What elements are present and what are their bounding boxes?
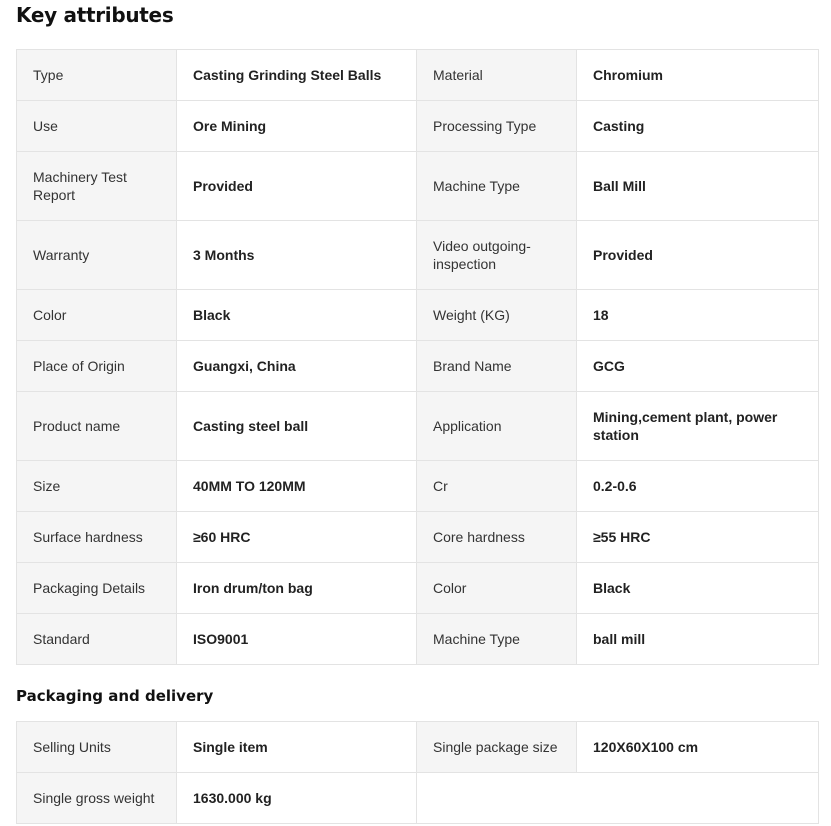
- attribute-row: [17, 512, 819, 563]
- attribute-row: [17, 341, 819, 392]
- attribute-value: 1630.000 kg: [177, 773, 417, 824]
- attribute-key: Use: [17, 101, 177, 152]
- attribute-value: Provided: [177, 152, 417, 221]
- key-attributes-heading: Key attributes: [16, 3, 174, 27]
- attribute-value: 0.2-0.6: [577, 461, 819, 512]
- attribute-key: Core hardness: [417, 512, 577, 563]
- attribute-value: 3 Months: [177, 221, 417, 290]
- attribute-value: ISO9001: [177, 614, 417, 665]
- attribute-value: GCG: [577, 341, 819, 392]
- attribute-value: 40MM TO 120MM: [177, 461, 417, 512]
- empty-cell: [417, 773, 819, 824]
- attribute-value: Guangxi, China: [177, 341, 417, 392]
- attribute-key: Application: [417, 392, 577, 461]
- attribute-key: Product name: [17, 392, 177, 461]
- attribute-key: Weight (KG): [417, 290, 577, 341]
- attribute-value: 18: [577, 290, 819, 341]
- attribute-value: Mining,cement plant, power station: [577, 392, 819, 461]
- attribute-value: Casting Grinding Steel Balls: [177, 50, 417, 101]
- attribute-value: Chromium: [577, 50, 819, 101]
- packaging-row: [17, 722, 819, 773]
- packaging-table: [16, 721, 819, 824]
- packaging-row: [17, 773, 819, 824]
- attribute-key: Cr: [417, 461, 577, 512]
- packaging-delivery-heading: Packaging and delivery: [16, 687, 214, 705]
- attribute-value: Black: [577, 563, 819, 614]
- attribute-value: Black: [177, 290, 417, 341]
- key-attributes-table: [16, 49, 819, 665]
- attribute-value: Ore Mining: [177, 101, 417, 152]
- attribute-value: ≥60 HRC: [177, 512, 417, 563]
- attribute-row: [17, 461, 819, 512]
- attribute-key: Single package size: [417, 722, 577, 773]
- attribute-value: Iron drum/ton bag: [177, 563, 417, 614]
- attribute-value: Provided: [577, 221, 819, 290]
- attribute-row: [17, 614, 819, 665]
- attribute-value: ball mill: [577, 614, 819, 665]
- attribute-key: Color: [417, 563, 577, 614]
- attribute-row: [17, 152, 819, 221]
- attribute-key: Single gross weight: [17, 773, 177, 824]
- attribute-key: Brand Name: [417, 341, 577, 392]
- attribute-value: Casting: [577, 101, 819, 152]
- attribute-row: [17, 101, 819, 152]
- attribute-key: Packaging Details: [17, 563, 177, 614]
- attribute-value: ≥55 HRC: [577, 512, 819, 563]
- attribute-key: Video outgoing-inspection: [417, 221, 577, 290]
- attribute-key: Machine Type: [417, 152, 577, 221]
- attribute-key: Surface hardness: [17, 512, 177, 563]
- attribute-key: Material: [417, 50, 577, 101]
- attribute-key: Color: [17, 290, 177, 341]
- attribute-key: Size: [17, 461, 177, 512]
- attribute-row: [17, 563, 819, 614]
- attribute-value: Ball Mill: [577, 152, 819, 221]
- attribute-key: Place of Origin: [17, 341, 177, 392]
- attribute-row: [17, 290, 819, 341]
- attribute-key: Machinery Test Report: [17, 152, 177, 221]
- attribute-value: 120X60X100 cm: [577, 722, 819, 773]
- attribute-key: Processing Type: [417, 101, 577, 152]
- attribute-key: Selling Units: [17, 722, 177, 773]
- attribute-value: Casting steel ball: [177, 392, 417, 461]
- attribute-key: Warranty: [17, 221, 177, 290]
- attribute-key: Type: [17, 50, 177, 101]
- attribute-row: [17, 221, 819, 290]
- attribute-key: Standard: [17, 614, 177, 665]
- attribute-key: Machine Type: [417, 614, 577, 665]
- attribute-row: [17, 392, 819, 461]
- attribute-row: [17, 50, 819, 101]
- attribute-value: Single item: [177, 722, 417, 773]
